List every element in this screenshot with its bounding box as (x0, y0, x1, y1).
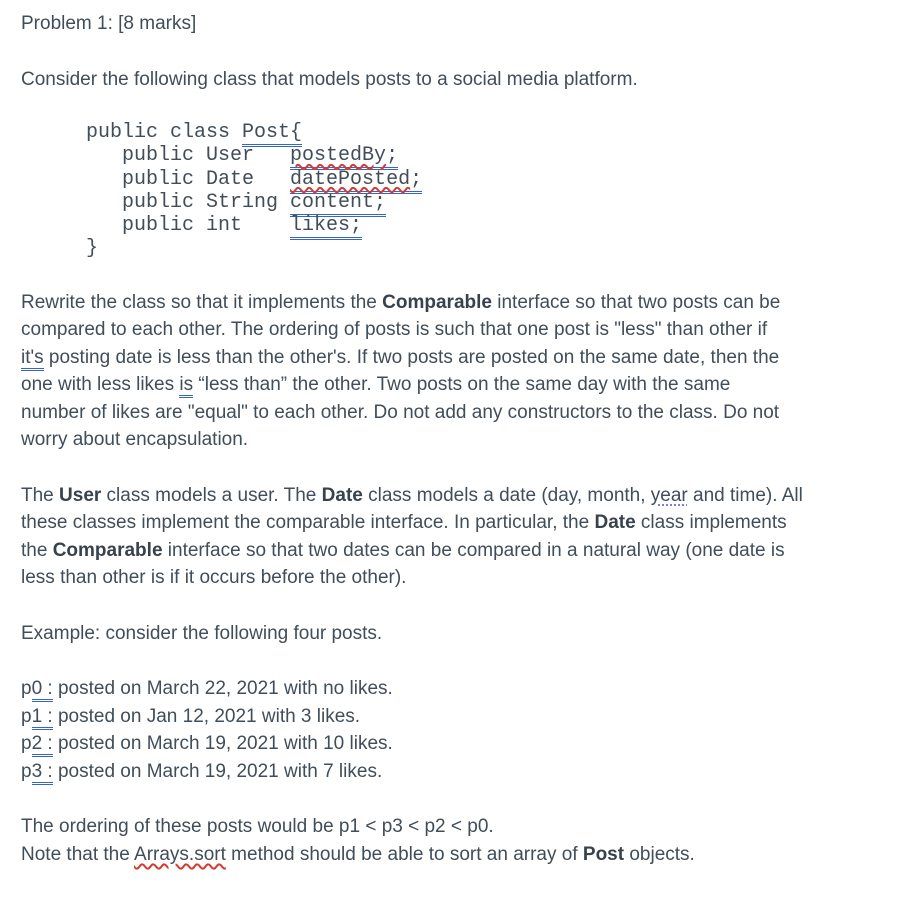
code-text: public User (86, 144, 291, 168)
classes-line-1 (21, 509, 893, 537)
text-run: The ordering of these posts would be p1 < p3 < p2 < p0. (21, 816, 494, 838)
rewrite-line-0 (21, 289, 893, 317)
post-label-p1: 1 : (32, 706, 53, 730)
title-line-0 (21, 10, 893, 38)
post-label-p2: 2 : (32, 733, 53, 757)
code-block (86, 121, 893, 261)
text-run: interface so that two dates can be compared in a natural way (one date is (162, 539, 785, 561)
code-class-name: Post{ (242, 121, 302, 147)
spelling-arrays-sort: Arrays.sort (134, 843, 226, 865)
example-heading (21, 620, 893, 648)
text-run: and time). All (687, 484, 803, 506)
text-run: these classes implement the comparable interface. In particular, the (21, 512, 595, 534)
intro-text: Consider the following class that models posts to a social media platform. (21, 68, 638, 90)
code-line-4 (86, 214, 893, 237)
post-label-p0: 0 : (32, 678, 53, 702)
refinement-year: year (650, 484, 688, 506)
code-field-dateposted: datePosted (290, 168, 410, 194)
text-run: class implements (635, 512, 787, 534)
posts-line-3 (21, 758, 893, 786)
grammar-its: it's (21, 347, 44, 371)
posts-line-1 (21, 703, 893, 731)
text-run: compared to each other. The ordering of posts is such that one post is "less" than other if (21, 319, 768, 341)
post-label-p3: 3 : (32, 761, 53, 785)
text-run: “less than” the other. Two posts on the same day with the same (193, 374, 731, 396)
text-run: p (21, 678, 32, 700)
term-date: Date (321, 484, 363, 506)
text-run: method should be able to sort an array of (225, 843, 583, 865)
code-closing-brace: } (86, 237, 99, 261)
text-run: worry about encapsulation. (21, 429, 249, 451)
code-field-postedby: postedBy (290, 144, 386, 170)
code-text: public int (86, 214, 291, 238)
posts-list (21, 675, 893, 785)
classes-line-2 (21, 537, 893, 565)
intro-paragraph (21, 66, 893, 94)
ordering-note-paragraph (21, 813, 893, 868)
code-field-content: content; (290, 191, 386, 217)
code-field-likes: likes; (290, 214, 362, 240)
intro-line-0 (21, 66, 893, 94)
code-line-3 (86, 191, 893, 214)
ordering-line-1 (21, 841, 893, 869)
rewrite-instructions-paragraph (21, 289, 893, 454)
text-run: class models a date (day, month, (362, 484, 651, 506)
code-text: public class (86, 121, 243, 144)
text-run: p (21, 705, 32, 727)
posts-line-2 (21, 730, 893, 758)
text-run: number of likes are "equal" to each other. Do not add any constructors to the class. Do not (21, 401, 780, 423)
rewrite-line-2 (21, 344, 893, 372)
text-run: less than other is if it occurs before the other). (21, 567, 407, 589)
text-run: posted on March 19, 2021 with 7 likes. (52, 760, 383, 782)
text-run: posted on March 19, 2021 with 10 likes. (52, 733, 393, 755)
rewrite-line-4 (21, 399, 893, 427)
classes-line-0 (21, 482, 893, 510)
code-semicolon: ; (386, 144, 398, 170)
text-run: p (21, 760, 32, 782)
term-post: Post (582, 843, 625, 865)
text-run: objects. (624, 843, 695, 865)
term-date: Date (594, 512, 636, 534)
grammar-is: is (179, 374, 193, 398)
text-run: interface so that two posts can be (491, 291, 781, 313)
text-run: posted on March 22, 2021 with no likes. (52, 678, 393, 700)
problem-title-text: Problem 1: [8 marks] (21, 13, 197, 34)
term-comparable: Comparable (382, 291, 492, 313)
classes-line-3 (21, 564, 893, 592)
term-comparable: Comparable (52, 539, 163, 561)
code-text: public String (86, 190, 291, 214)
code-semicolon: ; (410, 168, 422, 194)
ordering-line-0 (21, 813, 893, 841)
example-line-0 (21, 620, 893, 648)
text-run: one with less likes (21, 374, 180, 396)
code-line-2 (86, 168, 893, 191)
code-text: public Date (86, 167, 291, 191)
code-line-0 (86, 121, 893, 144)
text-run: Example: consider the following four posts. (21, 622, 383, 644)
text-run: The (21, 484, 60, 506)
code-line-1 (86, 144, 893, 167)
rewrite-line-1 (21, 316, 893, 344)
code-line-5 (86, 237, 893, 260)
text-run: p (21, 733, 32, 755)
rewrite-line-5 (21, 426, 893, 454)
classes-description-paragraph (21, 482, 893, 592)
text-run: class models a user. The (101, 484, 322, 506)
rewrite-line-3 (21, 371, 893, 399)
text-run: Rewrite the class so that it implements the (21, 291, 383, 313)
text-run: Note that the (21, 843, 135, 865)
text-run: posting date is less than the other's. If two posts are posted on the same date, then the (43, 346, 780, 368)
posts-line-0 (21, 675, 893, 703)
text-run: posted on Jan 12, 2021 with 3 likes. (52, 705, 361, 727)
term-user: User (59, 484, 102, 506)
text-run: the (21, 539, 53, 561)
problem-title (21, 10, 893, 38)
